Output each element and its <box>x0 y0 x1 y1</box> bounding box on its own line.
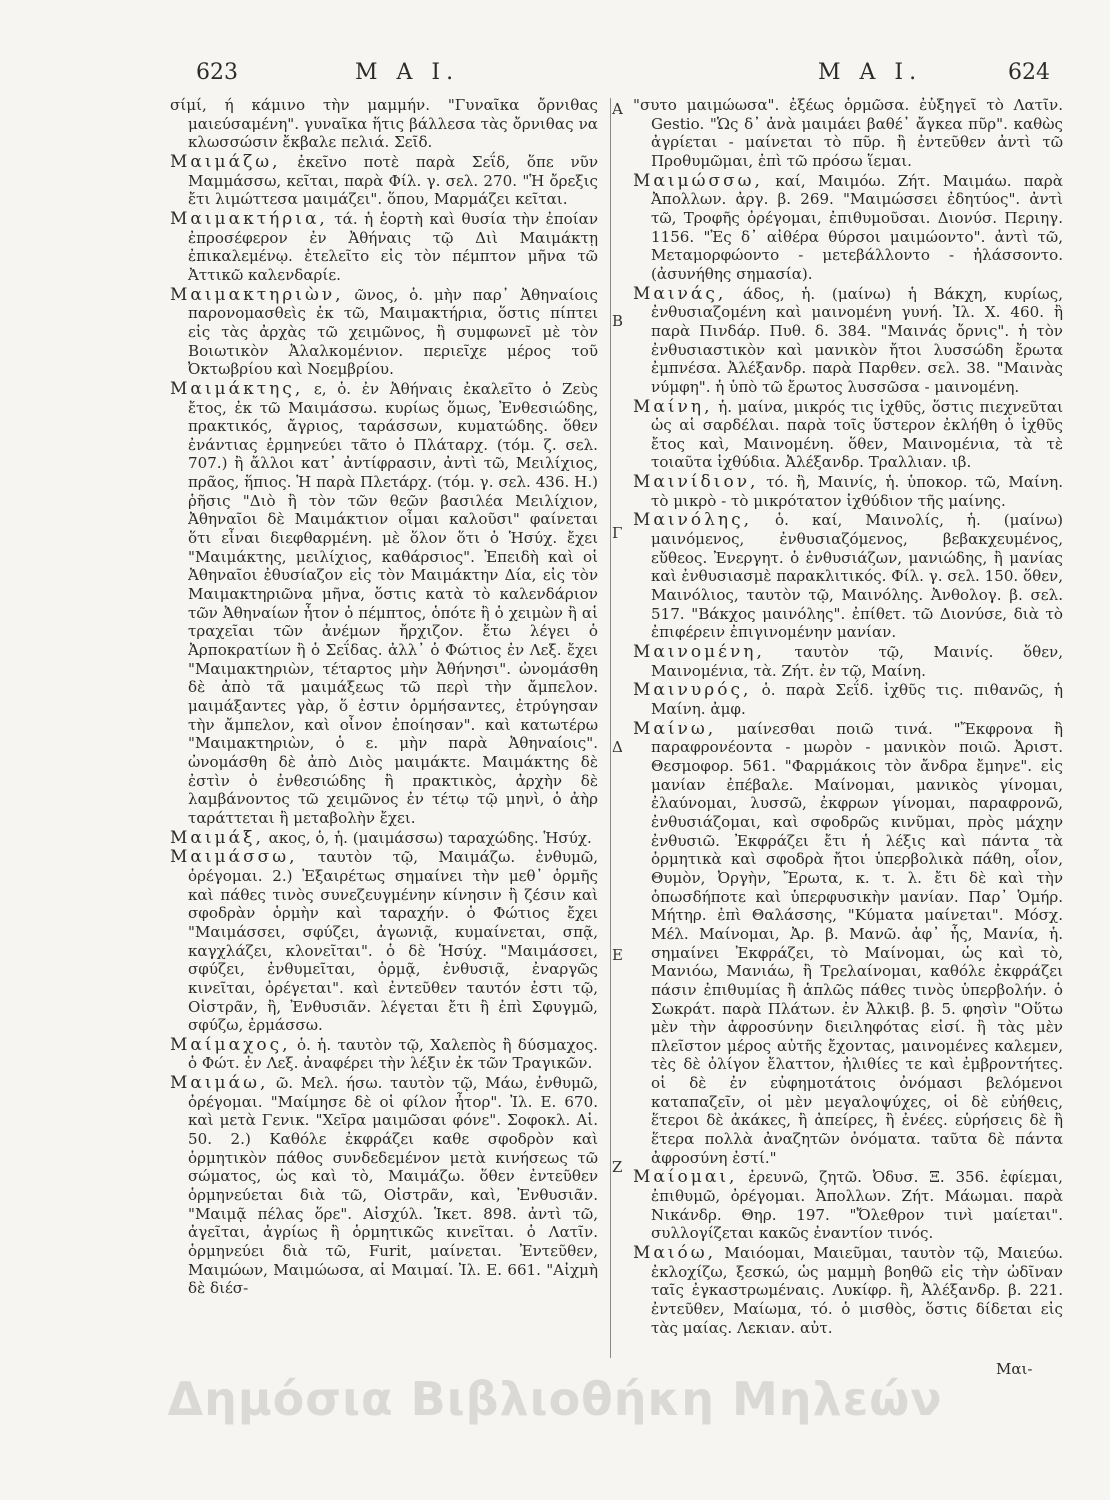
entry-text: ὁ. παρὰ Σεΐδ. ἰχθῦς τις. πιθανῶς, ἡ Μαίνη. ἀμφ. <box>651 681 1063 718</box>
entry-lemma: Μαίμαχος, <box>170 1034 291 1055</box>
entry-lemma: Μαιόω, <box>633 1243 717 1264</box>
entry-lemma: Μαινίδιον, <box>633 472 759 493</box>
entry-text: ταυτὸν τῷ, Μαιμάζω. ἐνθυμῶ, ὀρέγομαι. 2.) Ἐξαιρέτως σημαίνει τὴν μεθ᾽ ὁρμῆς καὶ πάθες τινὸς συνεζευγμένην κίνησιν ἢ ζέσιν καὶ σφοδρὰν ὁρμὴν καὶ ταραχήν. ὁ Φώτιος ἔχει "Μαιμάσσει, σφύζει, ἀγωνιᾷ, κυμαίνεται, σπᾷ, καγχλάζει, κλονεῖται". ὁ δὲ Ἡσύχ. "Μαιμάσσει, σφύζει, ἐνθυμεῖται, ὁρμᾷ, ἐνθυσιᾷ, ἐναργῶς κινεῖται, ὀρέγεται". καὶ ἐντεῦθεν ταυτόν ἐστι τῷ, Οἰστρᾶν, ἢ, Ἐνθυσιᾶν. λέγεται ἔτι ἢ ἐπὶ Σφυγμῶ, σφύζω, ἐρμάσσω. <box>188 848 598 1035</box>
entry-lemma: Μαινυρός, <box>633 680 752 701</box>
running-title-left: Μ Α Ι. <box>355 60 460 85</box>
entry-text: ακος, ὁ, ἡ. (μαιμάσσω) ταραχώδης. Ἡσύχ. <box>268 828 592 847</box>
section-letter-b: Β <box>612 312 624 330</box>
section-letter-c: Γ <box>612 524 623 542</box>
entry-lemma: Μαίνω, <box>633 718 717 739</box>
entry-text: τά. ἡ ἑορτὴ καὶ θυσία τὴν ἐποίαν ἐπροσέφερον ἐν Ἀθήναις τῷ Διὶ Μαιμάκτῃ ἐπικαλεμένῳ. ἐτελεῖτο εἰς τὸν πέμπτον μῆνα τῶ Ἀττικῶ καλενδαρίε. <box>188 209 598 284</box>
entry-text: σίμί, ή κάμινο τὴν μαμμήν. "Γυναῖκα ὄρνιθας μαιεύσαμένη". γυναῖκα ἥτις βάλλεσα τὰς ὄρνιθας να κλωσσώσιν ἔκβαλε πελιά. Σεῖδ. <box>170 96 598 152</box>
entry-text: Μαιόομαι, Μαιεῦμαι, ταυτὸν τῷ, Μαιεύω. ἐκλοχίζω, ξεσκώ, ὡς μαμμὴ βοηθῶ εἰς τὴν ὠδῖναν ταῖς ἐγκαστρωμέναις. Λυκίφρ. ἢ, Ἀλέξανδρ. β. 221. ἐντεῦθεν, Μαίωμα, τό. ὁ μισθὸς, ὅστις δίδεται εἰς τὰς μαίας. Λεκιαν. αὐτ. <box>651 1244 1063 1337</box>
entry-text: ε, ὁ. ἐν Ἀθήναις ἐκαλεῖτο ὁ Ζεὺς ἔτος, ἐκ τῶ Μαιμάσσω. κυρίως ὅμως, Ἐνθεσιώδης, πρακτικός, ἄγριος, ταράσσων, κυματώδης. ὅθεν ἐνάντιας ἑρμηνεύει τᾶτο ὁ Πλάταρχ. (τόμ. ζ. σελ. 707.) ἢ ἄλλοι κατ᾽ ἀντίφρασιν, ἀντὶ τῶ, Μειλίχιος, πρᾶος, ἥπιος. Ἡ παρὰ Πλετάρχ. (τόμ. γ. σελ. 436. Η.) ῥῆσις "Διὸ ἢ τὸν τῶν θεῶν βασιλέα Μειλίχιον, Ἀθηναῖοι δὲ Μαιμάκτιον οἶμαι καλοῦσι" φαίνεται ὅτι εἶναι διεφθαρμένη. μὲ ὅλον ὅτι ὁ Ἡσύχ. ἔχει "Μαιμάκτης, μειλίχιος, καθάρσιος". Ἐπειδὴ καὶ οἱ Ἀθηναῖοι ἐθυσίαζον εἰς τὸν Μαιμάκτην Δία, εἰς τὸν Μαιμακτηριῶνα μῆνα, ὅστις κατὰ τὸ καλενδάριον τῶν Ἀθηναίων ἦτον ὁ πέμπτος, ὁπότε ἢ ὁ χειμὼν ἢ αἱ τραχεῖαι τῶν ἀνέμων ἤρχιζον. ἔτω λέγει ὁ Ἀρποκρατίων ἢ ὁ Σεΐδας. ἀλλ᾽ ὁ Φώτιος ἐν Λεξ. ἔχει "Μαιμακτηριὼν, τέταρτος μὴν Ἀθήνησι". ὠνομάσθη δὲ ἀπὸ τᾶ μαιμάξεως τῶ περὶ τὴν ἄμπελον. μαιμάξαντες γὰρ, ὅ ἐστιν ὁρμήσαντες, ἐτρύγησαν τὴν ἄμπελον, καὶ οἶνον ἐποίησαν". καὶ κατωτέρω "Μαιμακτηριὼν, ὁ ε. μὴν παρὰ Ἀθηναίοις". ὠνομάσθη δὲ ἀπὸ Διὸς μαιμάκτε. Μαιμάκτης δὲ ἐστὶν ὁ ἐνθεσιώδης ἢ πρακτικὸς, ἀρχὴν δὲ λαμβάνοντος τῶ χειμῶνος ἐν τέτῳ τῷ μηνὶ, ὁ ἀὴρ ταράττεται ἢ μεταβολὴν ἔχει. <box>188 379 598 827</box>
entry-lemma: Μαιμάζω, <box>170 151 281 172</box>
entry-text: ὁ. καί, Μαινολίς, ἡ. (μαίνω) μαινόμενος, ἐνθυσιαζόμενος, βεβακχευμένος, εὔθεος. Ἐνεργητ. ὁ ἐνθυσιάζων, μανιώδης, ἢ μανίας καὶ ἐνθυσιασμὲ παρακλιτικός. Φίλ. γ. σελ. 150. ὅθεν, Μαινόλιος, ταυτὸν τῷ, Μαινόλης. Ἀνθολογ. β. σελ. 517. "Βάκχος μαινόλης". ἐπίθετ. τῶ Διονύσε, διὰ τὸ ἐπιφέρειν ἐπιγινομένην μανίαν. <box>651 511 1063 642</box>
entry-lemma: Μαίομαι, <box>633 1167 738 1188</box>
entry-text: ὁ. ἡ. ταυτὸν τῷ, Χαλεπὸς ἢ δύσμαχος. ὁ Φώτ. ἐν Λεξ. ἀναφέρει τὴν λέξιν ἐκ τῶν Τραγικῶν. <box>188 1035 598 1073</box>
dictionary-entry <box>633 285 1063 397</box>
dictionary-entry <box>633 720 1063 1168</box>
running-head <box>0 60 1110 90</box>
entry-lemma: Μαιμάω, <box>170 1073 269 1094</box>
dictionary-entry <box>633 172 1063 284</box>
section-letter-e: Ε <box>612 946 623 964</box>
running-title-right: Μ Α Ι. <box>818 60 923 85</box>
catchword: Μαι- <box>996 1360 1033 1378</box>
entry-lemma: Μαιμακτήρια, <box>170 208 328 229</box>
dictionary-entry <box>170 1074 598 1298</box>
dictionary-entry <box>633 511 1063 642</box>
entry-text: καί, Μαιμόω. Ζήτ. Μαιμάω. παρὰ Ἀπολλων. ἀργ. β. 269. "Μαιμώσσει ἐδητύος". ἀντὶ τῶ, Τροφῆς ὀρέγομαι, ἐπιθυμοῦσαι. Διονύσ. Περιηγ. 1156. "Ἐς δ᾽ αἰθέρα θύρσοι μαιμώοντο". ἀντὶ τῶ, Μεταμορφώοντο - μετεβάλλοντο - ἠλάσσοντο. (ἀσυνήθης σημασία). <box>651 171 1063 283</box>
entry-text: τό. ἢ, Μαινίς, ἡ. ὑποκορ. τῶ, Μαίνη. τὸ μικρὸ - τὸ μικρότατον ἰχθύδιον τῆς μαίνης. <box>651 473 1063 510</box>
entry-text: ῶνος, ὁ. μὴν παρ᾽ Ἀθηναίοις παρονομασθεὶς ἐκ τῶ, Μαιμακτήρια, ὅστις πίπτει εἰς τὰς ἀρχὰς τῶ χειμῶνος, ἢ συμφωνεῖ μὲ τὸν Βοιωτικὸν Ἀλαλκομένιον. περιεῖχε μέρος τοῦ Ὀκτωβρίου καὶ Νοεμβρίου. <box>188 285 598 379</box>
entry-lemma: Μαιμώσσω, <box>633 170 763 191</box>
dictionary-entry <box>170 286 598 379</box>
dictionary-entry <box>170 153 598 209</box>
entry-lemma: Μαινομένη, <box>633 642 765 663</box>
section-letter-f: Ζ <box>612 1158 623 1176</box>
entry-lemma: Μαιμακτηριὼν, <box>170 284 344 305</box>
entry-text: ἐρευνῶ, ζητῶ. Ὀδυσ. Ξ. 356. ἐφίεμαι, ἐπιθυμῶ, ὀρέγομαι. Ἀπολλων. Ζήτ. Μάωμαι. παρὰ Νικάνδρ. Θηρ. 197. "Ὄλεθρον τινὶ μαίεται". συλλογίζεται κακῶς ἐναντίον τινός. <box>651 1168 1063 1243</box>
dictionary-entry <box>633 398 1063 473</box>
column-divider <box>610 98 611 1358</box>
entry-lemma: Μαινόλης, <box>633 510 753 531</box>
dictionary-entry <box>170 210 598 285</box>
right-column <box>633 96 1063 1338</box>
entry-text: ἐκεῖνο ποτὲ παρὰ Σεΐδ, ὅπε νῦν Μαμμάσσω, κεῖται, παρὰ Φίλ. γ. σελ. 270. "Ἡ ὄρεξις ἔτι λιμώττεσα μαιμάζει". ὅπου, Μαρμάζει κεῖται. <box>188 152 598 209</box>
dictionary-entry <box>633 96 1063 171</box>
left-column <box>170 96 598 1299</box>
entry-text: ἡ. μαίνα, μικρός τις ἰχθῦς, ὅστις πιεχνεῦται ὡς αἱ σαρδέλαι. παρὰ τοῖς ὕστερον ἐκλήθη ὁ ἰχθῦς ἔτος καὶ, Μαινομένη. ὅθεν, Μαινομένια, τὰ τὲ τοιαῦτα ἰχθύδια. Ἀλέξανδρ. Τραλλιαν. ιβ. <box>651 397 1063 472</box>
section-letter-d: Δ <box>612 738 623 756</box>
section-letter-a: Α <box>612 100 623 118</box>
entry-text: άδος, ἡ. (μαίνω) ἡ Βάκχη, κυρίως, ἐνθυσιαζομένη καὶ μαινομένη γυνή. Ἰλ. Χ. 460. ἢ παρὰ Πινδάρ. Πυθ. δ. 384. "Μαινάς ὄρνις". ἡ τὸν ἐνθυσιαστικὸν καὶ μανικὸν ἤτοι λυσσώδη ἔρωτα ἐμπνέσα. Ἀλέξανδρ. παρὰ Παρθεν. σελ. 38. "Μαινὰς νύμφη". ἡ ὑπὸ τῶ ἔρωτος λυσσῶσα - μαινομένη. <box>651 284 1063 396</box>
entry-text: ταυτὸν τῷ, Μαινίς. ὅθεν, Μαινομένια, τὰ. Ζήτ. ἐν τῷ, Μαίνη. <box>651 643 1063 680</box>
entry-lemma: Μαιμάκτης, <box>170 378 304 399</box>
dictionary-entry <box>633 1168 1063 1243</box>
dictionary-entry <box>633 1244 1063 1337</box>
entry-lemma: Μαίνη, <box>633 396 713 417</box>
entry-text: μαίνεσθαι ποιῶ τινά. "Ἔκφρονα ἢ παραφρονέοντα - μωρὸν - μανικὸν ποιῶ. Ἀριστ. Θεσμοφορ. 561. "Φαρμάκοις τὸν ἄνδρα ἔμηνε". εἰς μανίαν ἐπέβαλε. Μαίνομαι, μανικὸς γίνομαι, ἐλαύνομαι, λυσσῶ, ἐκφρων γίνομαι, παραφρονῶ, ἐνθυσιάζομαι, καὶ σφοδρῶς κινῦμαι, πρὸς μάχην ἐνθυσιῶ. Ἐκφράζει ἔτι ἡ λέξις καὶ πάντα τὰ ὁρμητικὰ καὶ σφοδρὰ ἤτοι ὑπερβολικὰ πάθη, οἷον, Θυμὸν, Ὀργὴν, Ἔρωτα, κ. τ. λ. ἔτι δὲ καὶ τὴν ὁπωσδήποτε καὶ ὑπερφυσικὴν μανίαν. Παρ᾽ Ὁμήρ. Μήτηρ. ἐπὶ Θαλάσσης, "Κύματα μαίνεται". Μόσχ. Μέλ. Μαίνομαι, Ἀρ. β. Μανῶ. ἀφ᾽ ἧς, Μανία, ἡ. σημαίνει Ἐκφράζει, τὸ Μαίνομαι, ὡς καὶ τὸ, Μανιόω, Μανιάω, ἢ Τρελαίνομαι, καθόλε ἐκφράζει πάσιν ἐπιθυμίας ἢ ἁπλῶς πάθες τινὸς ὑπερβολήν. ὁ Σωκράτ. παρὰ Πλάτων. ἐν Ἀλκιβ. β. 5. φησὶν "Οὕτω μὲν τὴν ἀφροσύνην διειληφότας εἰσί. ἢ τὰς μὲν πλεῖστον μέρος αὐτῆς ἔχοντας, μαινομένες καλεμεν, τὲς δὲ ὀλίγον ἔλαττον, ἠλιθίες τε καὶ ἐμβροντήτες. οἱ δὲ ἐν εὐφημοτάτοις ὀνόμασι βελόμενοι καταπαζεῖν, οἱ μὲν μεγαλοψύχες, οἱ δὲ εὐήθεις, ἕτεροι δὲ ἀκάκες, ἢ ἀπείρες, ἢ ἐνέες. εὑρήσεις δὲ ἢ ἕτερα πολλὰ ἀναζητῶν ὀνόματα. ταῦτα δὲ πάντα ἀφροσύνη ἐστί." <box>651 719 1063 1167</box>
entry-lemma: Μαινάς, <box>633 283 727 304</box>
dictionary-entry <box>170 96 598 152</box>
dictionary-entry <box>170 829 598 848</box>
dictionary-entry <box>633 473 1063 510</box>
dictionary-entry <box>170 848 598 1035</box>
entry-lemma: Μαιμάξ, <box>170 827 264 848</box>
dictionary-entry <box>170 380 598 828</box>
dictionary-entry <box>170 1036 598 1073</box>
dictionary-entry <box>633 681 1063 718</box>
library-watermark: Δημόσια Βιβλιοθήκη Μηλεών <box>167 1372 943 1426</box>
entry-text: "συτο μαιμώωσα". ἐξέως ὁρμῶσα. ἐὐξηγεῖ τὸ Λατῖν. Gestio. "Ὡς δ᾽ ἀνὰ μαιμάει βαθέ᾽ ἄγκεα πῦρ". καθὼς ἀγρίεται - μαίνεται τὸ πῦρ. ἢ ἐντεῦθεν ἀντὶ τῶ Προθυμῶμαι, ἐπὶ τῶ πρόσω ἵεμαι. <box>633 96 1063 170</box>
page-number-right: 624 <box>1008 60 1050 85</box>
dictionary-entry <box>633 643 1063 680</box>
entry-lemma: Μαιμάσσω, <box>170 847 298 868</box>
page-number-left: 623 <box>196 60 238 85</box>
entry-text: ῶ. Μελ. ήσω. ταυτὸν τῷ, Μάω, ἐνθυμῶ, ὀρέγομαι. "Μαίμησε δὲ οἱ φίλον ἦτορ". Ἰλ. Ε. 670. καὶ μετὰ Γενικ. "Χεῖρα μαιμῶσαι φόνε". Σοφοκλ. Αἰ. 50. 2.) Καθόλε ἐκφράζει καθε σφοδρὸν καὶ ὁρμητικὸν πάθος συνδεδεμένον μετὰ κινήσεως τῶ σώματος, ὡς καὶ τὸ, Μαιμάζω. ὅθεν ἐντεῦθεν ὁρμηνεύεται διὰ τῶ, Οἰστρᾶν, καὶ, Ἐνθυσιᾶν. "Μαιμᾷ πέλας ὅρε". Αἰσχύλ. Ἱκετ. 898. ἀντὶ τῶ, ἀγεῖται, ἀγρίως ἢ ὁρμητικῶς κινεῖται. ὁ Λατῖν. ὁρμηνεύει διὰ τῶ, Furit, μαίνεται. Ἐντεῦθεν, Μαιμώων, Μαιμώωσα, αἱ Μαιμαί. Ἰλ. Ε. 661. "Αἰχμὴ δὲ διέσ- <box>188 1074 598 1298</box>
